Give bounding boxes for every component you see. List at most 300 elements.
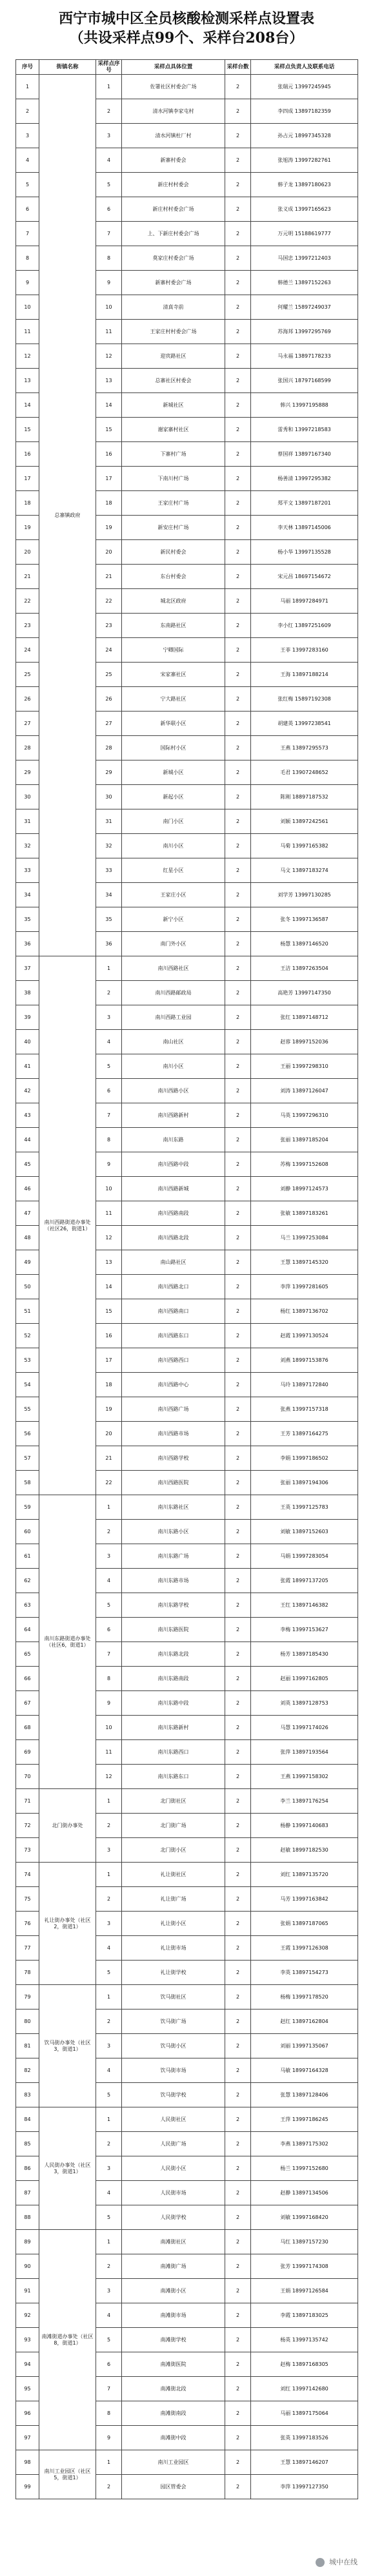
cell-station-count: 2	[225, 2328, 251, 2352]
cell-station-count: 2	[225, 2181, 251, 2205]
cell-serial: 51	[16, 1299, 39, 1324]
cell-station-count: 2	[225, 1226, 251, 1250]
cell-point-no: 4	[96, 1030, 122, 1054]
cell-serial: 44	[16, 1128, 39, 1152]
cell-contact: 高艳芳 13997147350	[251, 981, 358, 1005]
cell-point-no: 2	[96, 981, 122, 1005]
cell-location: 饮马街广场	[122, 2009, 225, 2034]
watermark-text: 城中在线	[329, 2558, 358, 2566]
cell-station-count: 2	[225, 1250, 251, 1275]
cell-contact: 王慧 13897145320	[251, 1250, 358, 1275]
cell-point-no: 14	[96, 1275, 122, 1299]
cell-location: 南滩街广场	[122, 2254, 225, 2279]
cell-serial: 4	[16, 148, 39, 173]
cell-point-no: 6	[96, 1079, 122, 1103]
cell-location: 南川小区	[122, 1054, 225, 1079]
cell-location: 新寨村委会广场	[122, 271, 225, 295]
cell-point-no: 27	[96, 712, 122, 736]
cell-serial: 14	[16, 393, 39, 418]
cell-point-no: 3	[96, 1912, 122, 1936]
cell-point-no: 12	[96, 344, 122, 369]
cell-location: 新宁小区	[122, 907, 225, 932]
cell-serial: 49	[16, 1250, 39, 1275]
cell-serial: 34	[16, 883, 39, 907]
cell-location: 南川西路市场	[122, 1422, 225, 1446]
cell-serial: 85	[16, 2132, 39, 2156]
cell-station-count: 2	[225, 2205, 251, 2230]
cell-serial: 79	[16, 1985, 39, 2009]
cell-street: 北门街办事处	[39, 1789, 96, 1863]
cell-point-no: 30	[96, 785, 122, 809]
cell-contact: 张国兴 18797168599	[251, 369, 358, 393]
cell-point-no: 9	[96, 1152, 122, 1177]
cell-contact: 杨善清 13997295382	[251, 467, 358, 491]
cell-station-count: 2	[225, 1642, 251, 1667]
cell-point-no: 1	[96, 1985, 122, 2009]
cell-station-count: 2	[225, 1716, 251, 1740]
cell-contact: 马文 13897183274	[251, 858, 358, 883]
cell-point-no: 4	[96, 2303, 122, 2328]
cell-location: 南川东路中段	[122, 1691, 225, 1716]
cell-station-count: 2	[225, 736, 251, 760]
cell-station-count: 2	[225, 638, 251, 663]
title-line-2: （共设采样点99个、采样台208台）	[69, 30, 304, 46]
cell-point-no: 8	[96, 246, 122, 271]
cell-contact: 马敏 18997164328	[251, 2058, 358, 2083]
cell-station-count: 2	[225, 1961, 251, 1985]
cell-location: 南川西路社区	[122, 956, 225, 981]
cell-location: 南川西路广场	[122, 1397, 225, 1422]
cell-location: 礼让街广场	[122, 1887, 225, 1912]
cell-location: 南川西路小区	[122, 1079, 225, 1103]
cell-contact: 杨兰 13997152680	[251, 2156, 358, 2181]
cell-station-count: 2	[225, 2083, 251, 2107]
cell-contact: 蔡国祥 13897167340	[251, 442, 358, 467]
cell-serial: 87	[16, 2181, 39, 2205]
cell-point-no: 4	[96, 1936, 122, 1961]
cell-station-count: 2	[225, 491, 251, 516]
cell-contact: 王燕 13997158302	[251, 1765, 358, 1789]
cell-point-no: 1	[96, 1495, 122, 1520]
cell-point-no: 17	[96, 1348, 122, 1373]
table-row	[16, 1789, 358, 1814]
cell-serial: 63	[16, 1593, 39, 1618]
cell-point-no: 20	[96, 1422, 122, 1446]
cell-serial: 29	[16, 760, 39, 785]
cell-contact: 李萍 13997127350	[251, 2475, 358, 2499]
cell-serial: 25	[16, 663, 39, 687]
cell-contact: 赵丽 13997162805	[251, 1667, 358, 1691]
cell-station-count: 2	[225, 1789, 251, 1814]
cell-point-no: 23	[96, 614, 122, 638]
cell-point-no: 25	[96, 663, 122, 687]
cell-point-no: 5	[96, 173, 122, 197]
cell-contact: 张丽 13897194306	[251, 1471, 358, 1495]
cell-point-no: 3	[96, 2156, 122, 2181]
cell-point-no: 2	[96, 2475, 122, 2499]
cell-location: 南川西路新村	[122, 1103, 225, 1128]
cell-station-count: 2	[225, 2426, 251, 2450]
cell-station-count: 2	[225, 932, 251, 956]
cell-station-count: 2	[225, 1544, 251, 1569]
cell-contact: 马玲 13897172840	[251, 1373, 358, 1397]
cell-contact: 马兰 13997253084	[251, 1226, 358, 1250]
cell-point-no: 5	[96, 2083, 122, 2107]
cell-serial: 90	[16, 2254, 39, 2279]
header-street: 街镇名称	[39, 60, 96, 75]
cell-serial: 55	[16, 1397, 39, 1422]
cell-station-count: 2	[225, 1348, 251, 1373]
cell-point-no: 3	[96, 1544, 122, 1569]
cell-serial: 35	[16, 907, 39, 932]
cell-serial: 70	[16, 1765, 39, 1789]
cell-contact: 马永福 13897178233	[251, 344, 358, 369]
cell-point-no: 3	[96, 2279, 122, 2303]
cell-serial: 72	[16, 1814, 39, 1838]
cell-location: 礼让街社区	[122, 1863, 225, 1887]
cell-station-count: 2	[225, 1030, 251, 1054]
cell-serial: 60	[16, 1520, 39, 1544]
cell-serial: 45	[16, 1152, 39, 1177]
cell-station-count: 2	[225, 1814, 251, 1838]
cell-point-no: 9	[96, 2426, 122, 2450]
cell-contact: 赵梅 13897168305	[251, 2352, 358, 2377]
cell-location: 南川小区	[122, 834, 225, 858]
cell-location: 南滩街医院	[122, 2352, 225, 2377]
cell-contact: 杨梅 13997178520	[251, 1985, 358, 2009]
cell-contact: 刘丽 13997135067	[251, 2034, 358, 2058]
cell-contact: 苏梅 13997152608	[251, 1152, 358, 1177]
cell-station-count: 2	[225, 2475, 251, 2499]
cell-location: 南川西路西口	[122, 1348, 225, 1373]
cell-location: 南川东路广场	[122, 1544, 225, 1569]
table-row	[16, 956, 358, 981]
cell-contact: 张冬 13997136587	[251, 907, 358, 932]
sampling-point-table	[15, 59, 358, 2499]
cell-point-no: 3	[96, 124, 122, 148]
cell-serial: 81	[16, 2034, 39, 2058]
cell-point-no: 33	[96, 858, 122, 883]
cell-station-count: 2	[225, 809, 251, 834]
cell-location: 南滩街中段	[122, 2426, 225, 2450]
cell-contact: 王洁 13897263504	[251, 956, 358, 981]
cell-serial: 95	[16, 2377, 39, 2401]
cell-serial: 61	[16, 1544, 39, 1569]
cell-point-no: 28	[96, 736, 122, 760]
cell-contact: 赵蓉 18997152036	[251, 1030, 358, 1054]
cell-point-no: 19	[96, 516, 122, 540]
cell-contact: 李兰 13897176254	[251, 1789, 358, 1814]
cell-point-no: 34	[96, 883, 122, 907]
cell-station-count: 2	[225, 907, 251, 932]
cell-serial: 40	[16, 1030, 39, 1054]
cell-point-no: 2	[96, 2254, 122, 2279]
cell-serial: 50	[16, 1275, 39, 1299]
cell-point-no: 35	[96, 907, 122, 932]
cell-station-count: 2	[225, 1177, 251, 1201]
cell-contact: 马红 13897157230	[251, 2230, 358, 2254]
cell-contact: 韩兴 13997195888	[251, 393, 358, 418]
cell-street: 南川工业园区（社区5，街道1）	[39, 2450, 96, 2499]
cell-contact: 刘燕 18997153876	[251, 1348, 358, 1373]
cell-station-count: 2	[225, 2377, 251, 2401]
cell-serial: 48	[16, 1226, 39, 1250]
table-header-row	[16, 60, 358, 75]
cell-contact: 王萍 13997186245	[251, 2107, 358, 2132]
cell-serial: 99	[16, 2475, 39, 2499]
cell-location: 饮马街小区	[122, 2034, 225, 2058]
cell-station-count: 2	[225, 1985, 251, 2009]
cell-serial: 74	[16, 1863, 39, 1887]
cell-station-count: 2	[225, 981, 251, 1005]
cell-serial: 54	[16, 1373, 39, 1397]
cell-location: 南川工业园区	[122, 2450, 225, 2475]
cell-location: 人民街社区	[122, 2107, 225, 2132]
cell-point-no: 6	[96, 1618, 122, 1642]
cell-contact: 万元明 15188619777	[251, 222, 358, 246]
cell-location: 清水河镇李家屯村	[122, 99, 225, 124]
cell-serial: 73	[16, 1838, 39, 1863]
cell-station-count: 2	[225, 124, 251, 148]
cell-serial: 59	[16, 1495, 39, 1520]
cell-point-no: 1	[96, 2230, 122, 2254]
cell-contact: 郑平文 13897187201	[251, 491, 358, 516]
cell-location: 南川西路东口	[122, 1324, 225, 1348]
cell-point-no: 2	[96, 1520, 122, 1544]
cell-point-no: 20	[96, 540, 122, 565]
cell-station-count: 2	[225, 1471, 251, 1495]
cell-point-no: 3	[96, 1838, 122, 1863]
cell-location: 下南川村广场	[122, 467, 225, 491]
cell-location: 南滩街社区	[122, 2230, 225, 2254]
cell-contact: 王娟 18997126584	[251, 2279, 358, 2303]
cell-serial: 24	[16, 638, 39, 663]
cell-station-count: 2	[225, 1324, 251, 1348]
cell-station-count: 2	[225, 1275, 251, 1299]
cell-point-no: 13	[96, 1250, 122, 1275]
cell-station-count: 2	[225, 99, 251, 124]
cell-contact: 张旭涛 13997282761	[251, 148, 358, 173]
cell-point-no: 16	[96, 442, 122, 467]
table-row	[16, 1863, 358, 1887]
cell-contact: 张霞 18997137205	[251, 1569, 358, 1593]
cell-location: 人民街学校	[122, 2205, 225, 2230]
cell-serial: 5	[16, 173, 39, 197]
cell-contact: 马丽 18997284971	[251, 589, 358, 614]
cell-contact: 孙占元 18997345328	[251, 124, 358, 148]
cell-point-no: 6	[96, 197, 122, 222]
cell-point-no: 36	[96, 932, 122, 956]
cell-contact: 杨英 13997135742	[251, 2328, 358, 2352]
cell-serial: 78	[16, 1961, 39, 1985]
cell-serial: 42	[16, 1079, 39, 1103]
cell-contact: 赵敏 18997182530	[251, 1838, 358, 1863]
cell-serial: 13	[16, 369, 39, 393]
cell-location: 东台村委会	[122, 565, 225, 589]
cell-station-count: 2	[225, 2132, 251, 2156]
cell-station-count: 2	[225, 222, 251, 246]
cell-serial: 71	[16, 1789, 39, 1814]
cell-location: 下寨村广场	[122, 442, 225, 467]
table-body	[16, 75, 358, 2499]
sampling-point-table-wrap	[15, 59, 358, 2499]
cell-point-no: 4	[96, 2181, 122, 2205]
cell-location: 南川东路小区	[122, 1520, 225, 1544]
cell-contact: 马慧 13997174026	[251, 1716, 358, 1740]
cell-contact: 王海 13897188214	[251, 663, 358, 687]
cell-point-no: 26	[96, 687, 122, 712]
cell-station-count: 2	[225, 2009, 251, 2034]
cell-location: 清水河镇杜厂村	[122, 124, 225, 148]
cell-station-count: 2	[225, 1863, 251, 1887]
cell-point-no: 5	[96, 1054, 122, 1079]
cell-contact: 胡建英 13997238541	[251, 712, 358, 736]
cell-location: 园区管委会	[122, 2475, 225, 2499]
cell-point-no: 9	[96, 271, 122, 295]
cell-location: 新起小区	[122, 785, 225, 809]
cell-serial: 33	[16, 858, 39, 883]
wechat-logo-icon	[316, 2558, 325, 2567]
cell-contact: 刘红 13897135720	[251, 1863, 358, 1887]
cell-location: 新民村委会	[122, 540, 225, 565]
cell-contact: 刘英 13897128753	[251, 1691, 358, 1716]
cell-serial: 22	[16, 589, 39, 614]
cell-serial: 16	[16, 442, 39, 467]
cell-station-count: 2	[225, 1593, 251, 1618]
cell-contact: 陈刚 18897187532	[251, 785, 358, 809]
table-row	[16, 2107, 358, 2132]
cell-point-no: 2	[96, 99, 122, 124]
cell-station-count: 2	[225, 1422, 251, 1446]
cell-location: 北门街小区	[122, 1838, 225, 1863]
cell-contact: 马菊 13997165382	[251, 834, 358, 858]
cell-station-count: 2	[225, 956, 251, 981]
cell-serial: 52	[16, 1324, 39, 1348]
cell-serial: 19	[16, 516, 39, 540]
cell-location: 宋家寨社区	[122, 663, 225, 687]
cell-serial: 66	[16, 1667, 39, 1691]
cell-station-count: 2	[225, 834, 251, 858]
cell-point-no: 11	[96, 1201, 122, 1226]
cell-serial: 80	[16, 2009, 39, 2034]
cell-serial: 84	[16, 2107, 39, 2132]
cell-contact: 马丽 13897175064	[251, 2401, 358, 2426]
cell-station-count: 2	[225, 246, 251, 271]
cell-serial: 47	[16, 1201, 39, 1226]
cell-location: 王家庄村广场	[122, 491, 225, 516]
cell-contact: 杨小华 13997135528	[251, 540, 358, 565]
cell-station-count: 2	[225, 1103, 251, 1128]
cell-station-count: 2	[225, 540, 251, 565]
cell-station-count: 2	[225, 2254, 251, 2279]
cell-location: 礼让街学校	[122, 1961, 225, 1985]
cell-location: 清真寺前	[122, 295, 225, 320]
cell-station-count: 2	[225, 344, 251, 369]
cell-point-no: 18	[96, 1373, 122, 1397]
cell-location: 新城小区	[122, 760, 225, 785]
cell-point-no: 12	[96, 1226, 122, 1250]
cell-serial: 77	[16, 1936, 39, 1961]
cell-street: 南川东路街道办事处（社区6，街道1）	[39, 1495, 96, 1789]
cell-location: 南川西路北段	[122, 1226, 225, 1250]
title-line-1: 西宁市城中区全员核酸检测采样点设置表	[58, 10, 314, 27]
cell-contact: 张丽 13897185204	[251, 1128, 358, 1152]
cell-point-no: 3	[96, 2034, 122, 2058]
cell-location: 饮马街社区	[122, 1985, 225, 2009]
cell-serial: 76	[16, 1912, 39, 1936]
cell-contact: 张娟 13897187065	[251, 1912, 358, 1936]
cell-station-count: 2	[225, 858, 251, 883]
cell-location: 南山社区	[122, 1030, 225, 1054]
cell-contact: 张红梅 15897192308	[251, 687, 358, 712]
cell-location: 南门小区	[122, 809, 225, 834]
cell-station-count: 2	[225, 1495, 251, 1520]
cell-contact: 赵霞 13997130524	[251, 1324, 358, 1348]
cell-serial: 96	[16, 2401, 39, 2426]
cell-location: 礼让街市场	[122, 1936, 225, 1961]
cell-point-no: 1	[96, 956, 122, 981]
cell-serial: 64	[16, 1618, 39, 1642]
cell-station-count: 2	[225, 75, 251, 99]
cell-location: 南川东路新村	[122, 1716, 225, 1740]
cell-contact: 王菲 13997283160	[251, 638, 358, 663]
cell-serial: 28	[16, 736, 39, 760]
cell-station-count: 2	[225, 1936, 251, 1961]
cell-serial: 23	[16, 614, 39, 638]
cell-street: 礼让街办事处（社区2，街道1）	[39, 1863, 96, 1985]
cell-serial: 17	[16, 467, 39, 491]
table-row	[16, 75, 358, 99]
cell-point-no: 14	[96, 393, 122, 418]
cell-serial: 65	[16, 1642, 39, 1667]
cell-station-count: 2	[225, 2034, 251, 2058]
table-row	[16, 1985, 358, 2009]
cell-serial: 27	[16, 712, 39, 736]
cell-location: 新安庄村广场	[122, 516, 225, 540]
cell-serial: 93	[16, 2328, 39, 2352]
cell-serial: 68	[16, 1716, 39, 1740]
cell-serial: 91	[16, 2279, 39, 2303]
cell-station-count: 2	[225, 1299, 251, 1324]
cell-point-no: 18	[96, 491, 122, 516]
cell-location: 人民街小区	[122, 2156, 225, 2181]
cell-location: 城北区政府	[122, 589, 225, 614]
cell-serial: 46	[16, 1177, 39, 1201]
cell-station-count: 2	[225, 2156, 251, 2181]
cell-point-no: 1	[96, 2107, 122, 2132]
cell-location: 南门外小区	[122, 932, 225, 956]
cell-point-no: 4	[96, 2058, 122, 2083]
cell-contact: 张红 13897148712	[251, 1005, 358, 1030]
cell-point-no: 29	[96, 760, 122, 785]
cell-location: 莫家庄村委会广场	[122, 246, 225, 271]
cell-point-no: 17	[96, 467, 122, 491]
cell-serial: 88	[16, 2205, 39, 2230]
header-contact: 采样点负责人及联系电话	[251, 60, 358, 75]
cell-station-count: 2	[225, 1569, 251, 1593]
cell-point-no: 8	[96, 2401, 122, 2426]
cell-contact: 李燕 13897175302	[251, 2132, 358, 2156]
cell-point-no: 16	[96, 1324, 122, 1348]
cell-contact: 杨芳 13897185430	[251, 1642, 358, 1667]
cell-point-no: 13	[96, 369, 122, 393]
cell-station-count: 2	[225, 2303, 251, 2328]
cell-station-count: 2	[225, 1838, 251, 1863]
cell-station-count: 2	[225, 1054, 251, 1079]
cell-contact: 王芳 13897164275	[251, 1422, 358, 1446]
cell-station-count: 2	[225, 295, 251, 320]
cell-point-no: 5	[96, 1593, 122, 1618]
